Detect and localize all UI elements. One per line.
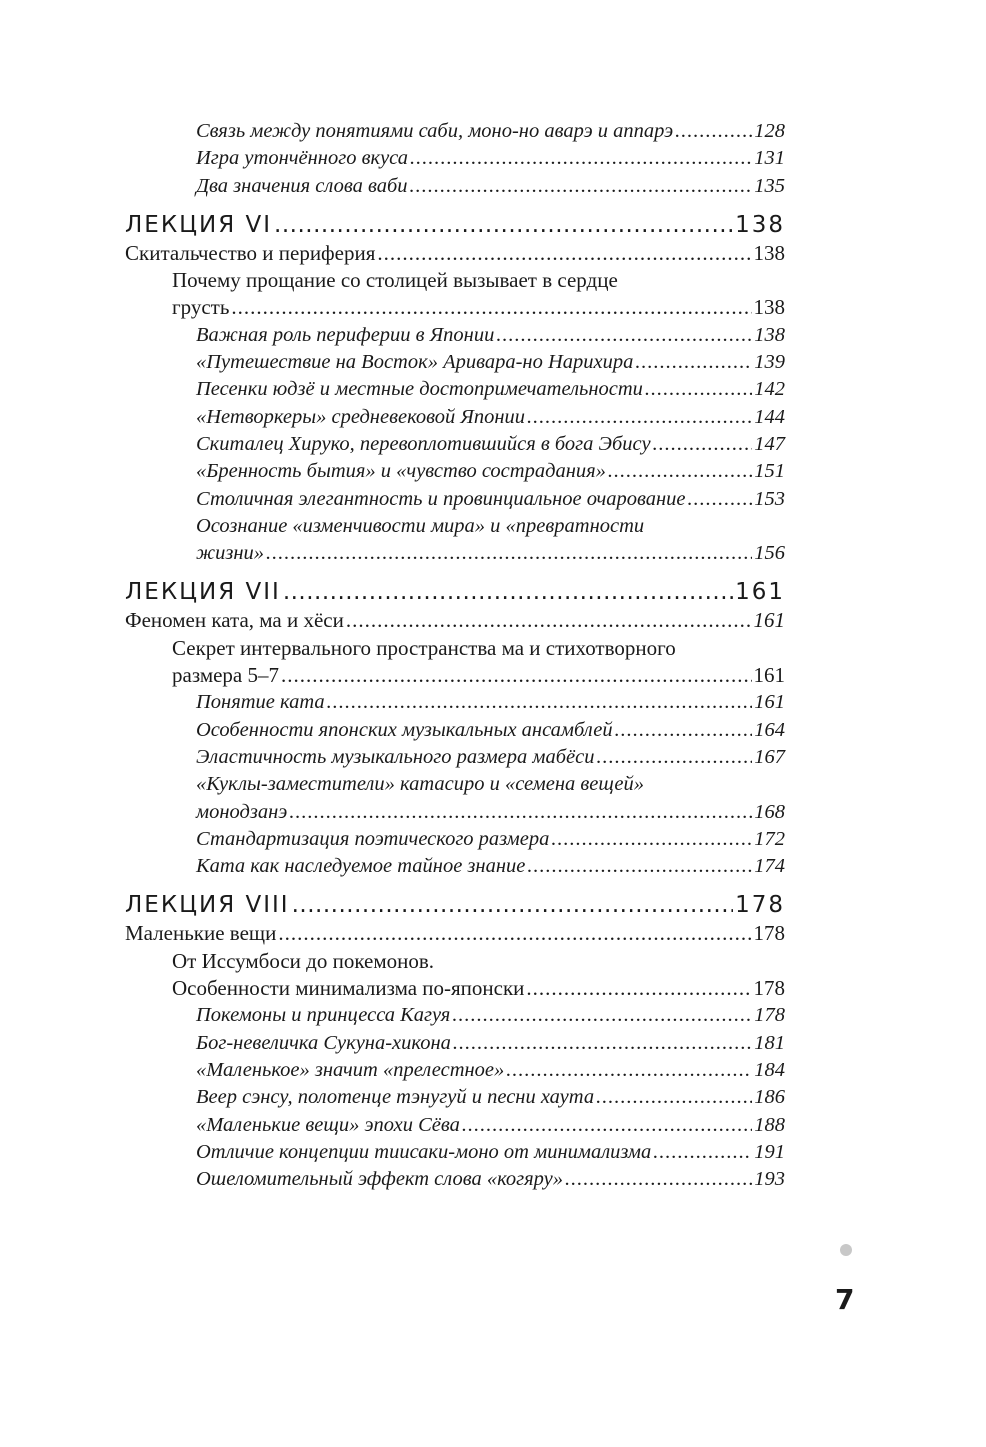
- toc-entry-title: Отличие концепции тиисаки-моно от минимализма: [196, 1140, 652, 1163]
- toc-lecture-heading[interactable]: [125, 577, 785, 607]
- toc-entry-first-line: «Куклы-заместители» катасиро и «семена вещей»: [196, 773, 644, 796]
- toc-entry-page: 138: [753, 240, 785, 265]
- toc-entry-title: грусть: [172, 295, 230, 320]
- toc-lecture-heading[interactable]: [125, 890, 785, 920]
- toc-entry[interactable]: [125, 607, 785, 634]
- toc-entry-page: 135: [754, 174, 785, 197]
- toc-entry[interactable]: [125, 1166, 785, 1193]
- dot-leader: [645, 376, 752, 403]
- toc-entry[interactable]: [125, 853, 785, 880]
- toc-entry-title: Покемоны и принцесса Кагуя: [196, 1004, 451, 1027]
- toc-entry-first-line: Осознание «изменчивости мира» и «превратности: [196, 514, 645, 537]
- toc-entry-page: 172: [754, 827, 785, 850]
- toc-entry-title: ЛЕКЦИЯ VIII: [125, 892, 290, 919]
- toc-entry-page: 168: [754, 800, 785, 823]
- toc-entry-title: Особенности японских музыкальных ансамблей: [196, 718, 613, 741]
- toc-entry[interactable]: [125, 975, 785, 1002]
- toc-entry-title: Игра утончённого вкуса: [196, 147, 408, 170]
- toc-entry[interactable]: [125, 322, 785, 349]
- toc-entry-page: 164: [754, 718, 785, 741]
- toc-entry[interactable]: [125, 1057, 785, 1084]
- toc-entry[interactable]: [125, 1030, 785, 1057]
- toc-entry-page: 174: [754, 855, 785, 878]
- table-of-contents: [125, 118, 785, 1193]
- toc-entry-page: 139: [754, 351, 785, 374]
- dot-leader: [527, 853, 752, 880]
- toc-entry-page: 151: [754, 460, 785, 483]
- toc-entry-title: размера 5–7: [172, 663, 279, 688]
- dot-leader: [527, 404, 752, 431]
- dot-leader: [675, 118, 752, 145]
- toc-entry-page: 167: [754, 745, 785, 768]
- toc-entry-page: 188: [754, 1113, 785, 1136]
- decorative-dot: [840, 1244, 852, 1256]
- toc-entry-page: 161: [753, 663, 785, 688]
- toc-entry-first-line: От Иссумбоси до покемонов.: [172, 948, 435, 973]
- toc-entry[interactable]: [125, 240, 785, 267]
- toc-entry-page: 191: [754, 1140, 785, 1163]
- toc-entry-page: 161: [754, 691, 785, 714]
- dot-leader: [281, 662, 752, 689]
- dot-leader: [565, 1166, 752, 1193]
- toc-entry-title: Скиталец Хируко, перевоплотившийся в бога Эбису: [196, 432, 651, 455]
- toc-entry-title: Понятие ката: [196, 691, 325, 714]
- toc-entry-title: Связь между понятиями саби, моно-но аварэ и аппарэ: [196, 120, 674, 142]
- toc-entry-page: 178: [753, 921, 785, 946]
- toc-entry-title: Особенности минимализма по-японски: [172, 976, 525, 1001]
- toc-entry[interactable]: [125, 826, 785, 853]
- toc-entry[interactable]: [125, 1084, 785, 1111]
- toc-entry-page: 138: [754, 323, 785, 346]
- toc-lecture-heading[interactable]: [125, 210, 785, 240]
- dot-leader: [551, 826, 752, 853]
- toc-entry[interactable]: [125, 540, 785, 567]
- toc-entry-page: 186: [754, 1086, 785, 1109]
- toc-entry-page: 131: [754, 147, 785, 170]
- toc-entry-title: Стандартизация поэтического размера: [196, 827, 550, 850]
- toc-entry[interactable]: [125, 689, 785, 716]
- toc-entry-page: 153: [754, 487, 785, 510]
- toc-entry[interactable]: [125, 717, 785, 744]
- toc-entry-page: 178: [735, 892, 785, 919]
- toc-entry-title: Маленькие вещи: [125, 921, 277, 946]
- dot-leader: [596, 1084, 752, 1111]
- toc-entry-page: 138: [753, 295, 785, 320]
- dot-leader: [266, 540, 752, 567]
- dot-leader: [453, 1030, 752, 1057]
- dot-leader: [653, 1139, 752, 1166]
- toc-entry-page: 184: [754, 1058, 785, 1081]
- toc-entry-page: 178: [754, 1004, 785, 1027]
- toc-entry-title: Эластичность музыкального размера мабёси: [196, 745, 595, 768]
- toc-entry-title: ЛЕКЦИЯ VI: [125, 211, 273, 238]
- toc-entry-title: «Маленькие вещи» эпохи Сёва: [196, 1113, 460, 1136]
- toc-entry[interactable]: [125, 920, 785, 947]
- dot-leader: [327, 689, 753, 716]
- toc-entry-title: «Нетворкеры» средневековой Японии: [196, 405, 526, 428]
- toc-entry-first-line: Почему прощание со столицей вызывает в сердце: [172, 268, 618, 293]
- dot-leader: [597, 744, 753, 771]
- toc-entry-title: ЛЕКЦИЯ VII: [125, 579, 281, 606]
- toc-entry-title: монодзанэ: [196, 800, 288, 823]
- dot-leader: [346, 607, 752, 634]
- toc-entry-page: 142: [754, 378, 785, 401]
- toc-entry[interactable]: [125, 349, 785, 376]
- toc-entry[interactable]: [125, 744, 785, 771]
- dot-leader: [506, 1057, 752, 1084]
- toc-entry-title: Скитальчество и периферия: [125, 240, 376, 265]
- toc-entry-title: «Бренность бытия» и «чувство сострадания»: [196, 460, 606, 483]
- page-number: 7: [835, 1283, 855, 1316]
- toc-entry[interactable]: [125, 662, 785, 689]
- dot-leader: [231, 294, 751, 321]
- toc-entry[interactable]: [125, 1112, 785, 1139]
- toc-entry[interactable]: [125, 145, 785, 172]
- dot-leader: [283, 577, 733, 607]
- toc-entry-page: 161: [753, 608, 785, 633]
- toc-entry[interactable]: [125, 376, 785, 403]
- toc-entry[interactable]: [125, 1139, 785, 1166]
- toc-entry-title: Песенки юдзё и местные достопримечательности: [196, 378, 643, 401]
- toc-entry-page: 178: [753, 976, 785, 1001]
- toc-entry-page: 156: [754, 542, 785, 565]
- toc-entry-title: Ошеломительный эффект слова «когяру»: [196, 1168, 564, 1191]
- toc-entry-title: Феномен ката, ма и хёси: [125, 608, 344, 633]
- dot-leader: [496, 322, 752, 349]
- dot-leader: [688, 486, 753, 513]
- toc-entry[interactable]: [125, 294, 785, 321]
- dot-leader: [410, 173, 753, 200]
- toc-entry-first-line: Секрет интервального пространства ма и стихотворного: [172, 635, 676, 660]
- toc-entry-title: Важная роль периферии в Японии: [196, 323, 495, 346]
- dot-leader: [410, 145, 752, 172]
- dot-leader: [635, 349, 752, 376]
- toc-entry-title: Бог-невеличка Сукуна-хикона: [196, 1031, 451, 1054]
- toc-entry-title: «Маленькое» значит «прелестное»: [196, 1058, 505, 1081]
- dot-leader: [608, 458, 752, 485]
- toc-entry-title: Веер сэнсу, полотенце тэнугуй и песни хаута: [196, 1086, 595, 1109]
- toc-entry[interactable]: [125, 118, 785, 145]
- toc-entry-page: 128: [754, 120, 785, 142]
- dot-leader: [462, 1112, 752, 1139]
- toc-entry-page: 181: [754, 1031, 785, 1054]
- toc-entry[interactable]: [125, 458, 785, 485]
- dot-leader: [289, 799, 752, 826]
- toc-entry[interactable]: [125, 173, 785, 200]
- dot-leader: [377, 240, 751, 267]
- dot-leader: [292, 890, 734, 920]
- toc-entry-title: Столичная элегантность и провинциальное очарование: [196, 487, 686, 510]
- toc-entry-page: 161: [735, 579, 785, 606]
- toc-entry-title: Ката как наследуемое тайное знание: [196, 855, 526, 878]
- toc-entry-title: «Путешествие на Восток» Аривара-но Нарихира: [196, 351, 634, 374]
- dot-leader: [452, 1002, 752, 1029]
- toc-entry[interactable]: [125, 431, 785, 458]
- dot-leader: [615, 717, 753, 744]
- dot-leader: [274, 210, 733, 240]
- toc-entry-page: 138: [735, 211, 785, 238]
- toc-entry[interactable]: [125, 404, 785, 431]
- toc-entry[interactable]: [125, 486, 785, 513]
- toc-entry-page: 144: [754, 405, 785, 428]
- toc-entry-page: 193: [754, 1168, 785, 1191]
- dot-leader: [526, 975, 751, 1002]
- toc-entry-page: 147: [754, 432, 785, 455]
- toc-entry-title: жизни»: [196, 542, 264, 565]
- toc-entry[interactable]: [125, 799, 785, 826]
- toc-entry[interactable]: [125, 1002, 785, 1029]
- toc-entry-title: Два значения слова ваби: [196, 174, 408, 197]
- dot-leader: [278, 920, 751, 947]
- dot-leader: [653, 431, 753, 458]
